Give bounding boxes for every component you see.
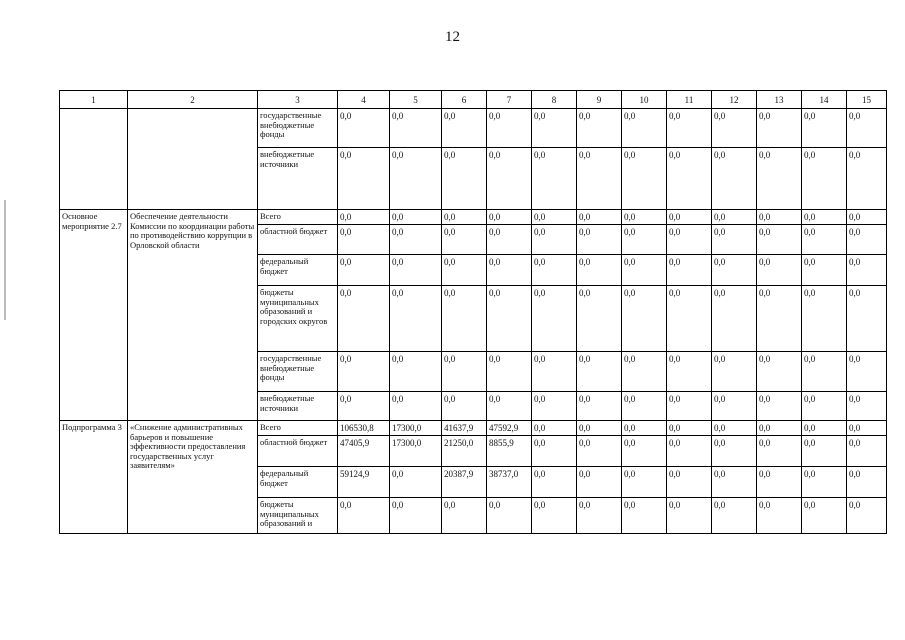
amount-cell: 0,0 xyxy=(442,109,487,148)
amount-cell: 41637,9 xyxy=(442,421,487,436)
amount-cell: 0,0 xyxy=(712,421,757,436)
funding-source-cell: областной бюджет xyxy=(258,436,338,467)
amount-cell: 0,0 xyxy=(802,109,847,148)
amount-cell: 0,0 xyxy=(847,210,887,225)
amount-cell: 0,0 xyxy=(442,255,487,286)
amount-cell: 0,0 xyxy=(712,255,757,286)
amount-cell: 0,0 xyxy=(338,148,390,210)
amount-cell: 0,0 xyxy=(577,225,622,255)
amount-cell: 0,0 xyxy=(622,436,667,467)
amount-cell: 0,0 xyxy=(487,148,532,210)
amount-cell: 38737,0 xyxy=(487,467,532,498)
amount-cell: 0,0 xyxy=(712,286,757,352)
amount-cell: 0,0 xyxy=(577,421,622,436)
amount-cell: 0,0 xyxy=(757,109,802,148)
amount-cell: 0,0 xyxy=(802,148,847,210)
amount-cell: 0,0 xyxy=(442,392,487,421)
column-header-8: 8 xyxy=(532,91,577,109)
table-row xyxy=(60,421,887,436)
amount-cell: 0,0 xyxy=(577,436,622,467)
column-header-6: 6 xyxy=(442,91,487,109)
amount-cell: 0,0 xyxy=(757,286,802,352)
amount-cell: 0,0 xyxy=(487,392,532,421)
amount-cell: 0,0 xyxy=(532,498,577,534)
amount-cell: 0,0 xyxy=(338,109,390,148)
amount-cell: 0,0 xyxy=(577,286,622,352)
amount-cell: 0,0 xyxy=(577,255,622,286)
amount-cell: 0,0 xyxy=(757,225,802,255)
funding-source-cell: бюджеты муниципальных образований и городских округов xyxy=(258,286,338,352)
amount-cell: 0,0 xyxy=(487,286,532,352)
amount-cell: 0,0 xyxy=(532,392,577,421)
amount-cell: 0,0 xyxy=(532,436,577,467)
amount-cell: 0,0 xyxy=(757,148,802,210)
amount-cell: 0,0 xyxy=(712,467,757,498)
amount-cell: 0,0 xyxy=(802,210,847,225)
amount-cell: 0,0 xyxy=(667,392,712,421)
amount-cell: 0,0 xyxy=(622,392,667,421)
amount-cell: 0,0 xyxy=(802,225,847,255)
amount-cell: 0,0 xyxy=(532,467,577,498)
amount-cell: 0,0 xyxy=(712,498,757,534)
amount-cell: 20387,9 xyxy=(442,467,487,498)
amount-cell: 0,0 xyxy=(847,436,887,467)
amount-cell: 0,0 xyxy=(487,225,532,255)
header-row xyxy=(60,91,887,109)
amount-cell: 0,0 xyxy=(847,225,887,255)
amount-cell: 0,0 xyxy=(622,352,667,392)
amount-cell: 0,0 xyxy=(847,467,887,498)
amount-cell: 0,0 xyxy=(532,109,577,148)
column-header-1: 1 xyxy=(60,91,128,109)
amount-cell: 0,0 xyxy=(390,210,442,225)
amount-cell: 0,0 xyxy=(667,436,712,467)
amount-cell: 47405,9 xyxy=(338,436,390,467)
column-header-5: 5 xyxy=(390,91,442,109)
column-header-3: 3 xyxy=(258,91,338,109)
amount-cell: 0,0 xyxy=(667,498,712,534)
amount-cell: 0,0 xyxy=(442,498,487,534)
amount-cell: 0,0 xyxy=(390,352,442,392)
column-header-4: 4 xyxy=(338,91,390,109)
amount-cell: 0,0 xyxy=(532,210,577,225)
amount-cell: 0,0 xyxy=(577,498,622,534)
amount-cell: 0,0 xyxy=(338,225,390,255)
amount-cell: 0,0 xyxy=(622,225,667,255)
amount-cell: 0,0 xyxy=(442,352,487,392)
amount-cell: 0,0 xyxy=(532,225,577,255)
table-row xyxy=(60,210,887,225)
funding-source-cell: областной бюджет xyxy=(258,225,338,255)
program-name-cell xyxy=(128,109,258,210)
amount-cell: 17300,0 xyxy=(390,436,442,467)
amount-cell: 0,0 xyxy=(757,352,802,392)
amount-cell: 0,0 xyxy=(667,467,712,498)
amount-cell: 0,0 xyxy=(577,148,622,210)
funding-source-cell: внебюджетные источники xyxy=(258,148,338,210)
amount-cell: 0,0 xyxy=(390,148,442,210)
amount-cell: 0,0 xyxy=(532,148,577,210)
amount-cell: 0,0 xyxy=(847,498,887,534)
program-name-cell: «Снижение административных барьеров и повышение эффективности предоставления государственных услуг заявителям» xyxy=(128,421,258,534)
amount-cell: 0,0 xyxy=(712,210,757,225)
amount-cell: 0,0 xyxy=(338,498,390,534)
amount-cell: 0,0 xyxy=(712,225,757,255)
amount-cell: 0,0 xyxy=(390,109,442,148)
amount-cell: 0,0 xyxy=(712,352,757,392)
amount-cell: 0,0 xyxy=(532,352,577,392)
amount-cell: 0,0 xyxy=(757,392,802,421)
amount-cell: 0,0 xyxy=(667,255,712,286)
funding-source-cell: внебюджетные источники xyxy=(258,392,338,421)
amount-cell: 0,0 xyxy=(802,467,847,498)
column-header-9: 9 xyxy=(577,91,622,109)
amount-cell: 21250,0 xyxy=(442,436,487,467)
amount-cell: 0,0 xyxy=(802,436,847,467)
funding-source-cell: Всего xyxy=(258,210,338,225)
amount-cell: 0,0 xyxy=(622,210,667,225)
column-header-2: 2 xyxy=(128,91,258,109)
column-header-11: 11 xyxy=(667,91,712,109)
program-code-cell: Основное мероприятие 2.7 xyxy=(60,210,128,421)
amount-cell: 0,0 xyxy=(847,286,887,352)
column-header-12: 12 xyxy=(712,91,757,109)
amount-cell: 0,0 xyxy=(442,210,487,225)
amount-cell: 0,0 xyxy=(577,467,622,498)
funding-source-cell: государственные внебюджетные фонды xyxy=(258,352,338,392)
amount-cell: 0,0 xyxy=(712,109,757,148)
table-body xyxy=(60,109,887,534)
amount-cell: 0,0 xyxy=(667,421,712,436)
amount-cell: 0,0 xyxy=(338,392,390,421)
amount-cell: 0,0 xyxy=(487,255,532,286)
amount-cell: 0,0 xyxy=(757,255,802,286)
amount-cell: 0,0 xyxy=(712,148,757,210)
column-header-10: 10 xyxy=(622,91,667,109)
amount-cell: 0,0 xyxy=(622,421,667,436)
amount-cell: 0,0 xyxy=(847,392,887,421)
amount-cell: 0,0 xyxy=(802,286,847,352)
amount-cell: 0,0 xyxy=(847,255,887,286)
amount-cell: 0,0 xyxy=(338,352,390,392)
amount-cell: 0,0 xyxy=(622,255,667,286)
amount-cell: 0,0 xyxy=(802,421,847,436)
column-header-14: 14 xyxy=(802,91,847,109)
amount-cell: 0,0 xyxy=(622,109,667,148)
amount-cell: 8855,9 xyxy=(487,436,532,467)
amount-cell: 0,0 xyxy=(577,109,622,148)
program-name-cell: Обеспечение деятельности Комиссии по координации работы по противодействию коррупции в Орловской области xyxy=(128,210,258,421)
amount-cell: 17300,0 xyxy=(390,421,442,436)
program-code-cell xyxy=(60,109,128,210)
funding-source-cell: бюджеты муниципальных образований и xyxy=(258,498,338,534)
amount-cell: 106530,8 xyxy=(338,421,390,436)
amount-cell: 0,0 xyxy=(712,392,757,421)
amount-cell: 0,0 xyxy=(338,255,390,286)
budget-table xyxy=(59,90,887,534)
amount-cell: 0,0 xyxy=(532,286,577,352)
funding-source-cell: федеральный бюджет xyxy=(258,467,338,498)
scan-edge-mark xyxy=(4,200,6,320)
table-row xyxy=(60,109,887,148)
amount-cell: 0,0 xyxy=(667,286,712,352)
amount-cell: 0,0 xyxy=(487,210,532,225)
amount-cell: 0,0 xyxy=(712,436,757,467)
amount-cell: 0,0 xyxy=(802,255,847,286)
amount-cell: 0,0 xyxy=(390,392,442,421)
amount-cell: 0,0 xyxy=(390,225,442,255)
amount-cell: 0,0 xyxy=(802,498,847,534)
amount-cell: 0,0 xyxy=(847,352,887,392)
amount-cell: 0,0 xyxy=(577,352,622,392)
funding-source-cell: федеральный бюджет xyxy=(258,255,338,286)
amount-cell: 0,0 xyxy=(667,225,712,255)
amount-cell: 0,0 xyxy=(757,436,802,467)
amount-cell: 0,0 xyxy=(487,498,532,534)
amount-cell: 0,0 xyxy=(667,109,712,148)
amount-cell: 0,0 xyxy=(622,467,667,498)
amount-cell: 0,0 xyxy=(757,210,802,225)
amount-cell: 0,0 xyxy=(667,148,712,210)
amount-cell: 0,0 xyxy=(847,148,887,210)
amount-cell: 47592,9 xyxy=(487,421,532,436)
column-header-13: 13 xyxy=(757,91,802,109)
amount-cell: 0,0 xyxy=(532,255,577,286)
funding-source-cell: Всего xyxy=(258,421,338,436)
amount-cell: 0,0 xyxy=(622,148,667,210)
funding-source-cell: государственные внебюджетные фонды xyxy=(258,109,338,148)
amount-cell: 0,0 xyxy=(757,421,802,436)
amount-cell: 0,0 xyxy=(532,421,577,436)
amount-cell: 0,0 xyxy=(390,467,442,498)
column-header-7: 7 xyxy=(487,91,532,109)
column-header-15: 15 xyxy=(847,91,887,109)
amount-cell: 0,0 xyxy=(757,467,802,498)
amount-cell: 0,0 xyxy=(667,352,712,392)
amount-cell: 0,0 xyxy=(338,210,390,225)
amount-cell: 0,0 xyxy=(577,210,622,225)
amount-cell: 59124,9 xyxy=(338,467,390,498)
program-code-cell: Подпрограмма 3 xyxy=(60,421,128,534)
amount-cell: 0,0 xyxy=(847,421,887,436)
amount-cell: 0,0 xyxy=(442,286,487,352)
amount-cell: 0,0 xyxy=(442,225,487,255)
amount-cell: 0,0 xyxy=(390,286,442,352)
page-number: 12 xyxy=(445,29,460,45)
amount-cell: 0,0 xyxy=(487,352,532,392)
amount-cell: 0,0 xyxy=(390,498,442,534)
amount-cell: 0,0 xyxy=(442,148,487,210)
amount-cell: 0,0 xyxy=(338,286,390,352)
amount-cell: 0,0 xyxy=(390,255,442,286)
amount-cell: 0,0 xyxy=(487,109,532,148)
amount-cell: 0,0 xyxy=(802,352,847,392)
amount-cell: 0,0 xyxy=(667,210,712,225)
amount-cell: 0,0 xyxy=(847,109,887,148)
amount-cell: 0,0 xyxy=(757,498,802,534)
amount-cell: 0,0 xyxy=(802,392,847,421)
amount-cell: 0,0 xyxy=(577,392,622,421)
amount-cell: 0,0 xyxy=(622,286,667,352)
amount-cell: 0,0 xyxy=(622,498,667,534)
